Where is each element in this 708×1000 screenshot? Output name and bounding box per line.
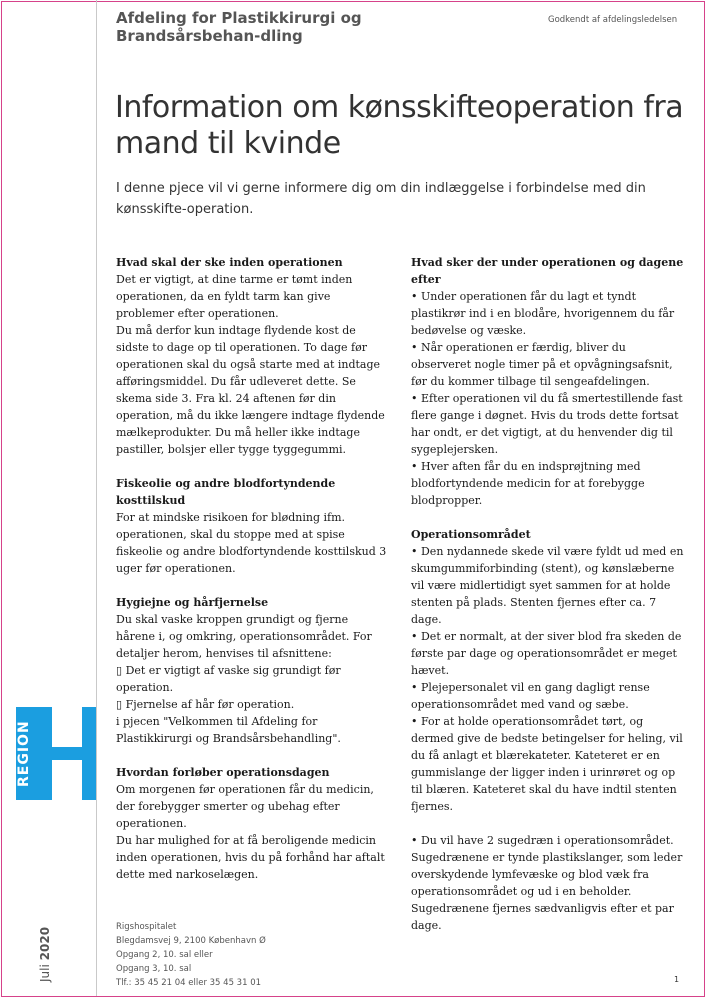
list-item-text: Fjernelse af hår før operation. bbox=[125, 698, 295, 711]
publication-date bbox=[38, 914, 52, 982]
approval-note: Godkendt af afdelingsledelsen bbox=[548, 15, 678, 25]
footer-line: Rigshospitalet bbox=[116, 922, 177, 932]
section-heading: Hvordan forløber operationsdagen bbox=[116, 766, 330, 779]
checkbox-glyph-icon: ▯ bbox=[116, 698, 126, 711]
page-number: 1 bbox=[674, 975, 680, 984]
bullet-item: • Under operationen får du lagt et tyndt plastikrør ind i en blodåre, hvorigennem du får bedøvelse og væske. bbox=[411, 290, 675, 337]
paragraph: Det er vigtigt, at dine tarme er tømt inden operationen, da en fyldt tarm kan give problemer efter operationen. bbox=[116, 273, 353, 320]
section-heading: Hvad sker der under operationen og dagene efter bbox=[411, 256, 684, 286]
section-heading: Fiskeolie og andre blodfortyndende kosttilskud bbox=[116, 477, 336, 507]
left-column bbox=[116, 254, 390, 900]
footer-line: Opgang 3, 10. sal bbox=[116, 964, 192, 974]
bullet-item: • Hver aften får du en indsprøjtning med blodfortyndende medicin for at forebygge blodpropper. bbox=[411, 460, 645, 507]
section-operation-day bbox=[116, 764, 390, 883]
footer-line: Blegdamsvej 9, 2100 København Ø bbox=[116, 936, 266, 946]
checkbox-glyph-icon: ▯ bbox=[116, 664, 126, 677]
date-year: 2020 bbox=[38, 926, 52, 961]
section-heading: Hygiejne og hårfjernelse bbox=[116, 596, 269, 609]
intro-text: I denne pjece vil vi gerne informere dig om din indlæggelse i forbindelse med din kønsskifte-operation. bbox=[116, 181, 646, 217]
department-name: Afdeling for Plastikkirurgi og Brandsårsbehan-dling bbox=[116, 9, 362, 45]
bullet-item: • Den nydannede skede vil være fyldt ud med en skumgummiforbinding (stent), og kønslæberne vil være midlertidigt syet sammen for at holde stenten på plads. Stenten fjernes efter ca. 7 dage. bbox=[411, 545, 684, 626]
bullet-item: • For at holde operationsområdet tørt, og dermed give de bedste betingelser for heling, vil du få anlagt et blærekateter. Kateteret er en gummislange der ligger inden i urinrøret og op til blæren. Kateteret skal du have indtil stenten fjernes. bbox=[411, 715, 683, 813]
section-heading: Hvad skal der ske inden operationen bbox=[116, 256, 343, 269]
bullet-item: • Plejepersonalet vil en gang dagligt rense operationsområdet med vand og sæbe. bbox=[411, 681, 650, 711]
paragraph: Du må derfor kun indtage flydende kost de sidste to dage op til operationen. To dage før operationen skal du også starte med at indtage afføringsmiddel. Du får udleveret dette. Se skema side 3. Fra kl. 24 aftenen før din operation, må du ikke længere indtage flydende mælkeprodukter. Du må heller ikke indtage pastiller, bolsjer eller tygge tyggegummi. bbox=[116, 324, 385, 456]
section-drains bbox=[411, 832, 685, 934]
right-column bbox=[411, 254, 685, 951]
section-before-operation bbox=[116, 254, 390, 458]
list-item-text: Det er vigtigt af vaske sig grundigt før operation. bbox=[116, 664, 341, 694]
bullet-item: • Du vil have 2 sugedræn i operationsområdet. Sugedrænene er tynde plastikslanger, som leder overskydende lymfevæske og blod væk fra operationsområdet og ud i en beholder. Sugedrænene fjernes sædvanligvis efter et par dage. bbox=[411, 834, 683, 932]
region-logo-text: REGION bbox=[16, 720, 32, 787]
paragraph: Du skal vaske kroppen grundigt og fjerne hårene i, og omkring, operationsområdet. For detaljer herom, henvises til afsnittene: bbox=[116, 613, 372, 660]
margin-rule bbox=[96, 0, 97, 996]
section-during-operation bbox=[411, 254, 685, 509]
paragraph: For at mindske risikoen for blødning ifm. operationen, skal du stoppe med at spise fiskeolie og andre blodfortyndende kosttilskud 3 uger før operationen. bbox=[116, 511, 387, 575]
section-heading: Operationsområdet bbox=[411, 528, 531, 541]
footer-address bbox=[116, 920, 266, 990]
list-item bbox=[116, 662, 390, 696]
bullet-item: • Efter operationen vil du få smertestillende fast flere gange i døgnet. Hvis du trods dette fortsat har ondt, er det vigtigt, at du henvender dig til sygeplejersken. bbox=[411, 392, 683, 456]
list-item bbox=[116, 696, 390, 713]
bullet-item: • Når operationen er færdig, bliver du observeret nogle timer på et opvågningsafsnit, før du kommer tilbage til sengeafdelingen. bbox=[411, 341, 673, 388]
paragraph: i pjecen "Velkommen til Afdeling for Plastikkirurgi og Brandsårsbehandling". bbox=[116, 715, 341, 745]
bullet-item: • Det er normalt, at der siver blod fra skeden de første par dage og operationsområdet er meget hævet. bbox=[411, 630, 682, 677]
section-hygiene bbox=[116, 594, 390, 747]
footer-line: Tlf.: 35 45 21 04 eller 35 45 31 01 bbox=[116, 978, 262, 988]
section-fish-oil bbox=[116, 475, 390, 577]
paragraph: Du har mulighed for at få beroligende medicin inden operationen, hvis du på forhånd har aftalt dette med narkoselægen. bbox=[116, 834, 385, 881]
page-title: Information om kønsskifteoperation fra mand til kvinde bbox=[115, 90, 684, 161]
footer-line: Opgang 2, 10. sal eller bbox=[116, 950, 213, 960]
region-logo-h-icon bbox=[40, 707, 96, 800]
date-month: Juli bbox=[38, 964, 52, 982]
paragraph: Om morgenen før operationen får du medicin, der forebygger smerter og ubehag efter operationen. bbox=[116, 783, 374, 830]
section-operation-area bbox=[411, 526, 685, 815]
